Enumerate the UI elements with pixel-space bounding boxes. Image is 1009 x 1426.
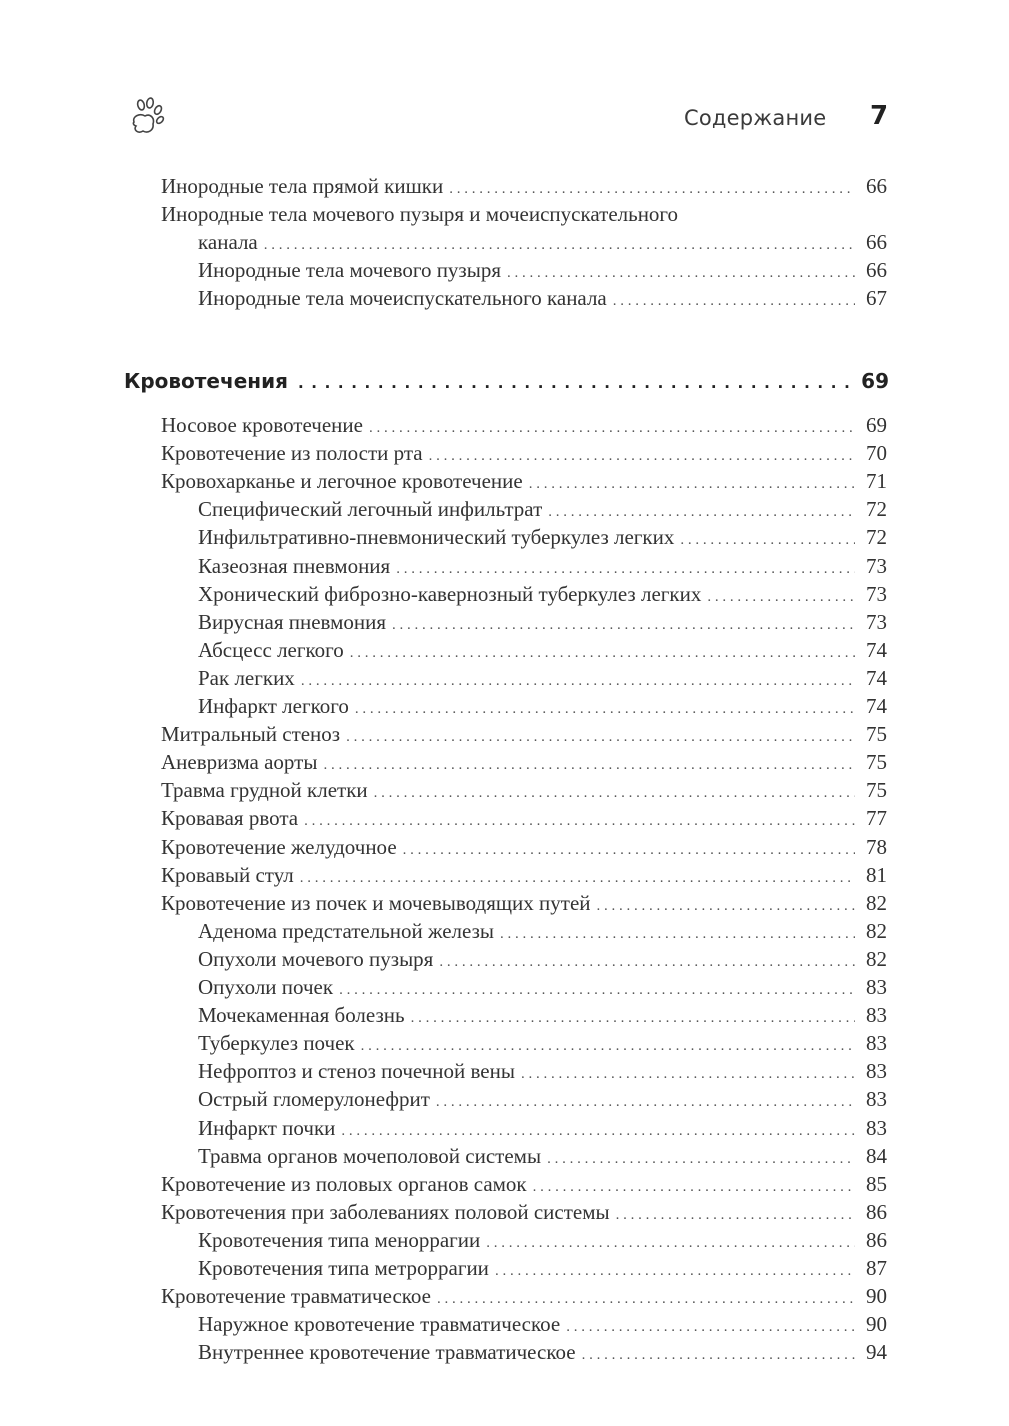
toc-entry-page: 74 bbox=[866, 638, 887, 662]
toc-entry-page: 77 bbox=[866, 806, 887, 830]
toc-entry-title: Травма органов мочеполовой системы bbox=[198, 1144, 542, 1168]
leader-dots bbox=[436, 1094, 855, 1111]
leader-dots bbox=[339, 982, 855, 999]
paw-print-icon bbox=[128, 96, 172, 140]
leader-dots bbox=[680, 532, 855, 549]
toc-entry-title: Кровотечения типа меноррагии bbox=[198, 1228, 481, 1252]
leader-dots bbox=[392, 617, 855, 634]
toc-entry[interactable] bbox=[161, 835, 887, 863]
leader-dots bbox=[495, 1263, 855, 1280]
leader-dots bbox=[616, 1207, 855, 1224]
leader-dots bbox=[396, 561, 855, 578]
toc-entry-page: 83 bbox=[866, 1087, 887, 1111]
leader-dots bbox=[361, 1038, 855, 1055]
toc-entry-page: 85 bbox=[866, 1172, 887, 1196]
toc-subentry[interactable] bbox=[198, 694, 887, 722]
leader-dots bbox=[346, 729, 855, 746]
toc-entry-title: Митральный стеноз bbox=[161, 722, 341, 746]
toc-entry-page: 83 bbox=[866, 1003, 887, 1027]
toc-entry-title: Инородные тела мочевого пузыря и мочеиспускательного bbox=[161, 202, 679, 226]
toc-subentry[interactable] bbox=[198, 610, 887, 638]
toc-entry-title: Острый гломерулонефрит bbox=[198, 1087, 430, 1111]
toc-subentry[interactable] bbox=[198, 1228, 887, 1256]
toc-entry[interactable] bbox=[161, 1200, 887, 1228]
leader-dots bbox=[323, 757, 855, 774]
toc-entry-page: 74 bbox=[866, 694, 887, 718]
leader-dots bbox=[566, 1319, 855, 1336]
toc-entry-title: Внутреннее кровотечение травматическое bbox=[198, 1340, 576, 1364]
toc-entry-title: Аневризма аорты bbox=[161, 750, 318, 774]
toc-subentry[interactable] bbox=[198, 525, 887, 553]
toc-entry-title: Нефроптоз и стеноз почечной вены bbox=[198, 1059, 515, 1083]
toc-entry-title: Кровавая рвота bbox=[161, 806, 299, 830]
toc-subentry[interactable] bbox=[198, 554, 887, 582]
leader-dots bbox=[521, 1066, 855, 1083]
section-page: 69 bbox=[861, 369, 889, 393]
toc-entry-page: 90 bbox=[866, 1312, 887, 1336]
toc-entry-page: 75 bbox=[866, 722, 887, 746]
toc-entry-page: 73 bbox=[866, 554, 887, 578]
toc-entry-page: 66 bbox=[866, 230, 887, 254]
toc-subentry[interactable] bbox=[198, 947, 887, 975]
toc-entry-page: 83 bbox=[866, 1059, 887, 1083]
toc-subentry[interactable] bbox=[198, 1031, 887, 1059]
toc-entry-title: Наружное кровотечение травматическое bbox=[198, 1312, 561, 1336]
toc-subentry[interactable] bbox=[198, 1003, 887, 1031]
toc-entry[interactable] bbox=[198, 286, 887, 314]
toc-subentry[interactable] bbox=[198, 638, 887, 666]
toc-entry-title: Инородные тела мочеиспускательного канала bbox=[198, 286, 607, 310]
toc-entry-title: Кровохарканье и легочное кровотечение bbox=[161, 469, 523, 493]
toc-entry[interactable] bbox=[161, 1284, 887, 1312]
leader-dots bbox=[298, 374, 855, 392]
leader-dots bbox=[582, 1347, 855, 1364]
toc-entry-title: Туберкулез почек bbox=[198, 1031, 355, 1055]
leader-dots bbox=[548, 504, 855, 521]
toc-entry-title: Кровотечения при заболеваниях половой системы bbox=[161, 1200, 610, 1224]
toc-entry[interactable] bbox=[161, 806, 887, 834]
toc-entry-page: 66 bbox=[866, 174, 887, 198]
toc-entry-page: 70 bbox=[866, 441, 887, 465]
toc-entry-title: Кровотечение желудочное bbox=[161, 835, 397, 859]
toc-entry-title: Рак легких bbox=[198, 666, 295, 690]
toc-entry-page: 69 bbox=[866, 413, 887, 437]
section-title: Кровотечения bbox=[124, 369, 288, 393]
toc-entry-title: Кровотечение травматическое bbox=[161, 1284, 431, 1308]
toc-entry[interactable] bbox=[161, 778, 887, 806]
toc-entry-page: 86 bbox=[866, 1228, 887, 1252]
toc-subentry[interactable] bbox=[198, 1312, 887, 1340]
toc-entry-page: 94 bbox=[866, 1340, 887, 1364]
leader-dots bbox=[301, 673, 855, 690]
toc-subentry[interactable] bbox=[198, 1087, 887, 1115]
running-title: Содержание bbox=[684, 106, 827, 130]
toc-subentry[interactable] bbox=[198, 975, 887, 1003]
toc-entry-title-continued: канала bbox=[198, 230, 258, 254]
toc-entry-title: Носовое кровотечение bbox=[161, 413, 363, 437]
leader-dots bbox=[429, 448, 855, 465]
toc-entry-title: Абсцесс легкого bbox=[198, 638, 344, 662]
toc-entry[interactable] bbox=[198, 258, 887, 286]
leader-dots bbox=[304, 813, 855, 830]
leader-dots bbox=[403, 842, 855, 859]
leader-dots bbox=[439, 954, 855, 971]
toc-entry[interactable] bbox=[161, 722, 887, 750]
toc-entry-page: 75 bbox=[866, 750, 887, 774]
toc-entry-page: 72 bbox=[866, 525, 887, 549]
toc-entry-title: Инфаркт почки bbox=[198, 1116, 336, 1140]
leader-dots bbox=[369, 420, 855, 437]
toc-subentry[interactable] bbox=[198, 1340, 887, 1368]
toc-entry-page: 83 bbox=[866, 975, 887, 999]
toc-entry-page: 78 bbox=[866, 835, 887, 859]
toc-entry-page: 73 bbox=[866, 582, 887, 606]
toc-entry-page: 71 bbox=[866, 469, 887, 493]
toc-entry-page: 86 bbox=[866, 1200, 887, 1224]
toc-subentry[interactable] bbox=[198, 919, 887, 947]
toc-entry-page: 82 bbox=[866, 891, 887, 915]
toc-entry[interactable] bbox=[161, 469, 887, 497]
toc-entry[interactable] bbox=[161, 891, 887, 919]
leader-dots bbox=[355, 701, 855, 718]
toc-entry[interactable] bbox=[161, 1172, 887, 1200]
leader-dots bbox=[300, 870, 855, 887]
toc-section-heading[interactable] bbox=[124, 369, 889, 397]
leader-dots bbox=[547, 1151, 855, 1168]
leader-dots bbox=[529, 476, 855, 493]
leader-dots bbox=[707, 589, 855, 606]
toc-subentry[interactable] bbox=[198, 1144, 887, 1172]
toc-entry-title: Мочекаменная болезнь bbox=[198, 1003, 405, 1027]
leader-dots bbox=[500, 926, 855, 943]
toc-entry-title: Кровотечение из половых органов самок bbox=[161, 1172, 527, 1196]
toc-entry-title: Кровавый стул bbox=[161, 863, 294, 887]
toc-entry-title: Кровотечение из почек и мочевыводящих путей bbox=[161, 891, 591, 915]
toc-entry-title: Опухоли мочевого пузыря bbox=[198, 947, 434, 971]
leader-dots bbox=[264, 237, 855, 254]
toc-entry-page: 72 bbox=[866, 497, 887, 521]
toc-entry-title: Инородные тела прямой кишки bbox=[161, 174, 444, 198]
toc-entry[interactable] bbox=[161, 441, 887, 469]
toc-entry-page: 90 bbox=[866, 1284, 887, 1308]
toc-entry-page: 66 bbox=[866, 258, 887, 282]
toc-entry-page: 83 bbox=[866, 1116, 887, 1140]
leader-dots bbox=[507, 265, 855, 282]
toc-entry[interactable] bbox=[161, 750, 887, 778]
toc-entry-page: 73 bbox=[866, 610, 887, 634]
leader-dots bbox=[374, 785, 855, 802]
toc-entry-title: Инфильтративно-пневмонический туберкулез легких bbox=[198, 525, 675, 549]
toc-entry-page: 84 bbox=[866, 1144, 887, 1168]
toc-subentry[interactable] bbox=[198, 582, 887, 610]
toc-entry-title: Кровотечение из полости рта bbox=[161, 441, 423, 465]
page-number: 7 bbox=[870, 101, 889, 131]
leader-dots bbox=[350, 645, 855, 662]
leader-dots bbox=[437, 1291, 855, 1308]
leader-dots bbox=[411, 1010, 855, 1027]
toc-entry-title: Травма грудной клетки bbox=[161, 778, 368, 802]
toc-entry-title: Казеозная пневмония bbox=[198, 554, 391, 578]
toc-entry[interactable] bbox=[161, 413, 887, 441]
toc-entry-title: Хронический фиброзно-кавернозный туберкулез легких bbox=[198, 582, 702, 606]
toc-entry-title: Аденома предстательной железы bbox=[198, 919, 495, 943]
toc-subentry[interactable] bbox=[198, 666, 887, 694]
toc-entry-title: Инородные тела мочевого пузыря bbox=[198, 258, 501, 282]
leader-dots bbox=[533, 1179, 855, 1196]
toc-entry-page: 83 bbox=[866, 1031, 887, 1055]
toc-entry-title: Опухоли почек bbox=[198, 975, 334, 999]
toc-entry-title: Кровотечения типа метроррагии bbox=[198, 1256, 489, 1280]
toc-subentry[interactable] bbox=[198, 1059, 887, 1087]
toc-entry-title: Вирусная пневмония bbox=[198, 610, 387, 634]
toc-entry[interactable] bbox=[161, 863, 887, 891]
toc-entry[interactable] bbox=[161, 174, 887, 202]
leader-dots bbox=[613, 293, 855, 310]
leader-dots bbox=[341, 1123, 855, 1140]
toc-entry-title: Специфический легочный инфильтрат bbox=[198, 497, 543, 521]
leader-dots bbox=[486, 1235, 855, 1252]
leader-dots bbox=[449, 181, 855, 198]
toc-entry-title: Инфаркт легкого bbox=[198, 694, 349, 718]
toc-entry-page: 81 bbox=[866, 863, 887, 887]
toc-subentry[interactable] bbox=[198, 1116, 887, 1144]
toc-subentry[interactable] bbox=[198, 1256, 887, 1284]
toc-entry-page: 82 bbox=[866, 947, 887, 971]
toc-entry-page: 74 bbox=[866, 666, 887, 690]
toc-entry[interactable] bbox=[198, 230, 887, 258]
toc-subentry[interactable] bbox=[198, 497, 887, 525]
toc-entry-wrapped-line[interactable] bbox=[161, 202, 887, 230]
toc-entry-page: 75 bbox=[866, 778, 887, 802]
toc-entry-page: 67 bbox=[866, 286, 887, 310]
leader-dots bbox=[597, 898, 855, 915]
toc-entry-page: 87 bbox=[866, 1256, 887, 1280]
toc-entry-page: 82 bbox=[866, 919, 887, 943]
